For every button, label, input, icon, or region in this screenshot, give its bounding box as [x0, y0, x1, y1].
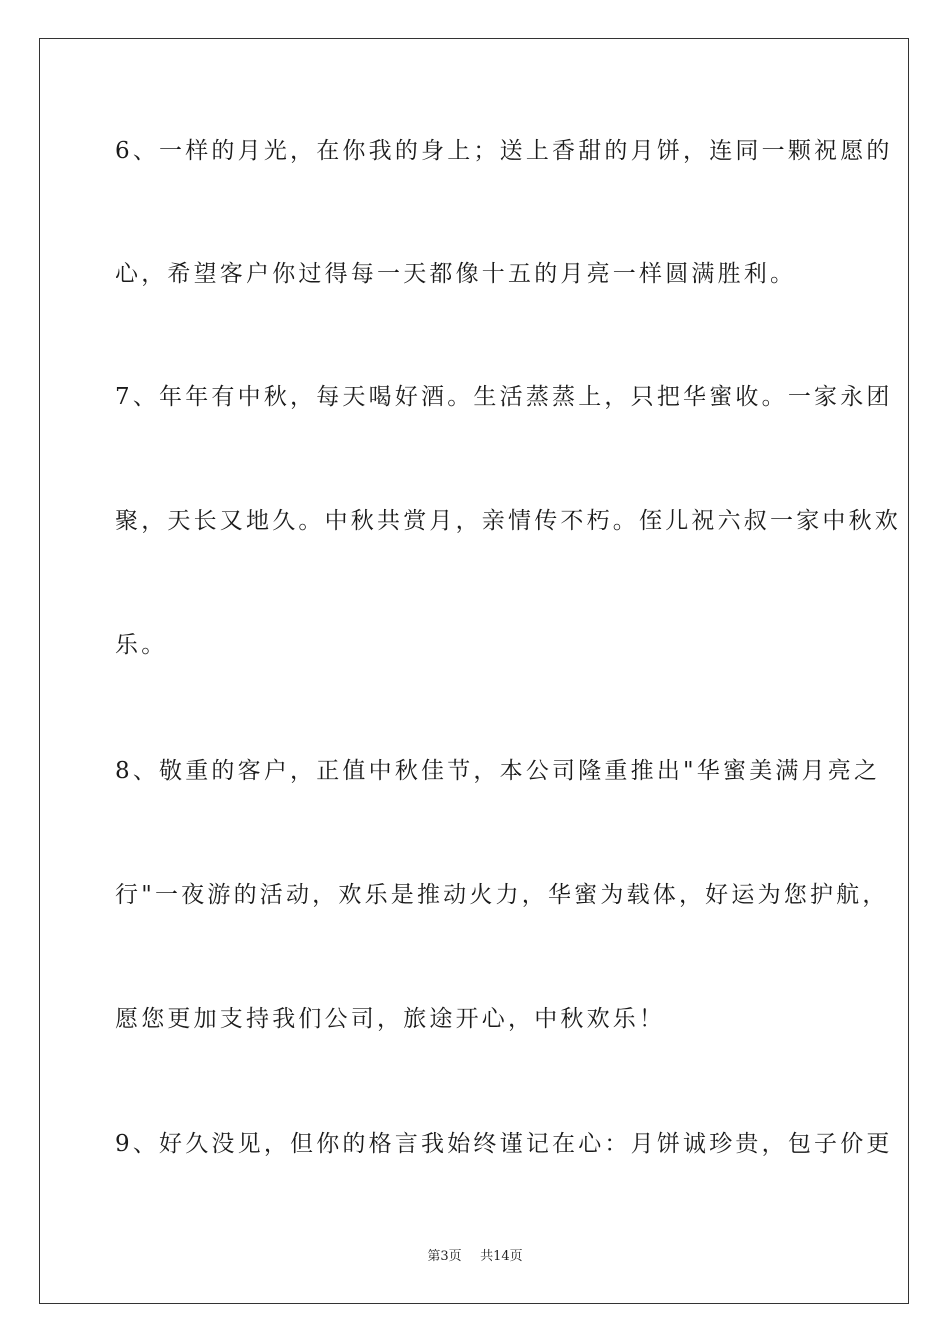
text-line: 9、好久没见，但你的格言我始终谨记在心：月饼诚珍贵，包子价更: [115, 1131, 893, 1157]
text-line: 行"一夜游的活动，欢乐是推动火力，华蜜为载体，好运为您护航，: [115, 882, 889, 908]
text-line: 6、一样的月光，在你我的身上；送上香甜的月饼，连同一颗祝愿的: [115, 138, 893, 164]
text-line: 8、敬重的客户，正值中秋佳节，本公司隆重推出"华蜜美满月亮之: [115, 758, 881, 784]
text-line: 7、年年有中秋，每天喝好酒。生活蒸蒸上，只把华蜜收。一家永团: [115, 384, 893, 410]
text-line: 心，希望客户你过得每一天都像十五的月亮一样圆满胜利。: [115, 261, 797, 287]
page-total: 共14页: [480, 1249, 523, 1264]
text-line: 愿您更加支持我们公司，旅途开心，中秋欢乐！: [115, 1006, 666, 1032]
page-frame: [39, 38, 909, 1304]
page-number: 第3页: [427, 1249, 462, 1264]
page-footer: [0, 1248, 950, 1266]
text-line: 聚，天长又地久。中秋共赏月，亲情传不朽。侄儿祝六叔一家中秋欢: [115, 508, 901, 534]
text-line: 乐。: [115, 632, 168, 658]
